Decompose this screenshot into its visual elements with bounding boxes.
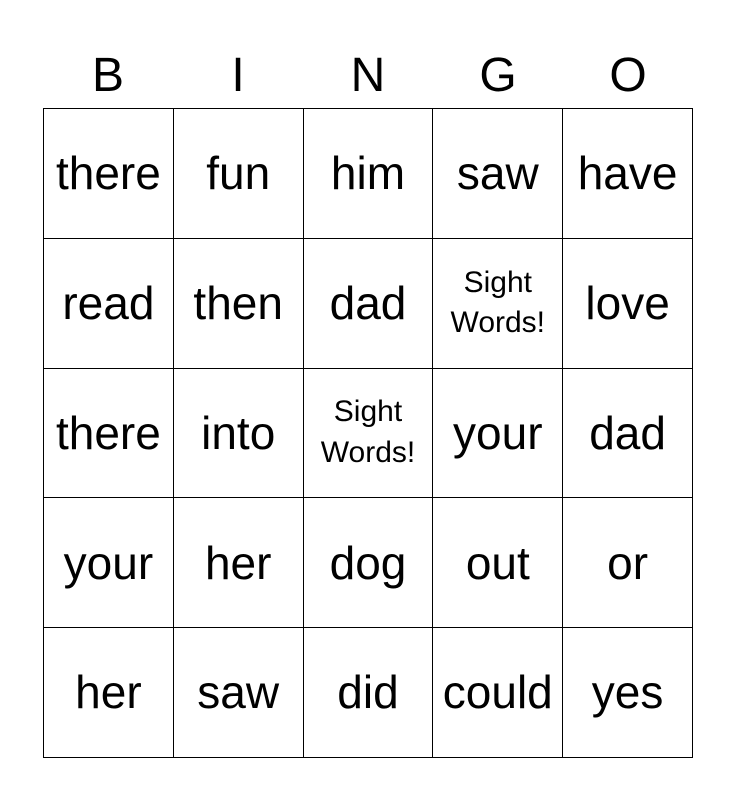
bingo-cell-r1-c2[interactable]: dad [304,239,434,369]
header-letter-g: G [479,49,517,102]
bingo-cell-r4-c4[interactable]: yes [563,628,693,758]
bingo-cell-r2-c4[interactable]: dad [563,369,693,499]
bingo-cell-r0-c3[interactable]: saw [433,109,563,239]
bingo-cell-r1-c0[interactable]: read [44,239,174,369]
bingo-cell-r3-c1[interactable]: her [174,498,304,628]
bingo-cell-r1-c1[interactable]: then [174,239,304,369]
bingo-cell-r0-c2[interactable]: him [304,109,434,239]
free-space-cell[interactable]: Sight Words! [433,239,563,369]
free-space-cell[interactable]: Sight Words! [304,369,434,499]
bingo-cell-r0-c1[interactable]: fun [174,109,304,239]
header-letter-b: B [91,49,124,102]
bingo-cell-r3-c0[interactable]: your [44,498,174,628]
bingo-grid [43,108,693,758]
bingo-cell-r0-c4[interactable]: have [563,109,693,239]
bingo-cell-r3-c4[interactable]: or [563,498,693,628]
bingo-cell-r4-c0[interactable]: her [44,628,174,758]
bingo-cell-r4-c3[interactable]: could [433,628,563,758]
bingo-cell-r1-c4[interactable]: love [563,239,693,369]
bingo-cell-r4-c2[interactable]: did [304,628,434,758]
header-letter-n: N [350,49,386,102]
header-letter-o: O [609,49,647,102]
bingo-cell-r3-c3[interactable]: out [433,498,563,628]
bingo-header [43,44,693,108]
bingo-cell-r2-c1[interactable]: into [174,369,304,499]
bingo-cell-r0-c0[interactable]: there [44,109,174,239]
bingo-cell-r2-c0[interactable]: there [44,369,174,499]
bingo-cell-r3-c2[interactable]: dog [304,498,434,628]
bingo-cell-r4-c1[interactable]: saw [174,628,304,758]
bingo-cell-r2-c3[interactable]: your [433,369,563,499]
header-letter-i: I [231,49,245,102]
